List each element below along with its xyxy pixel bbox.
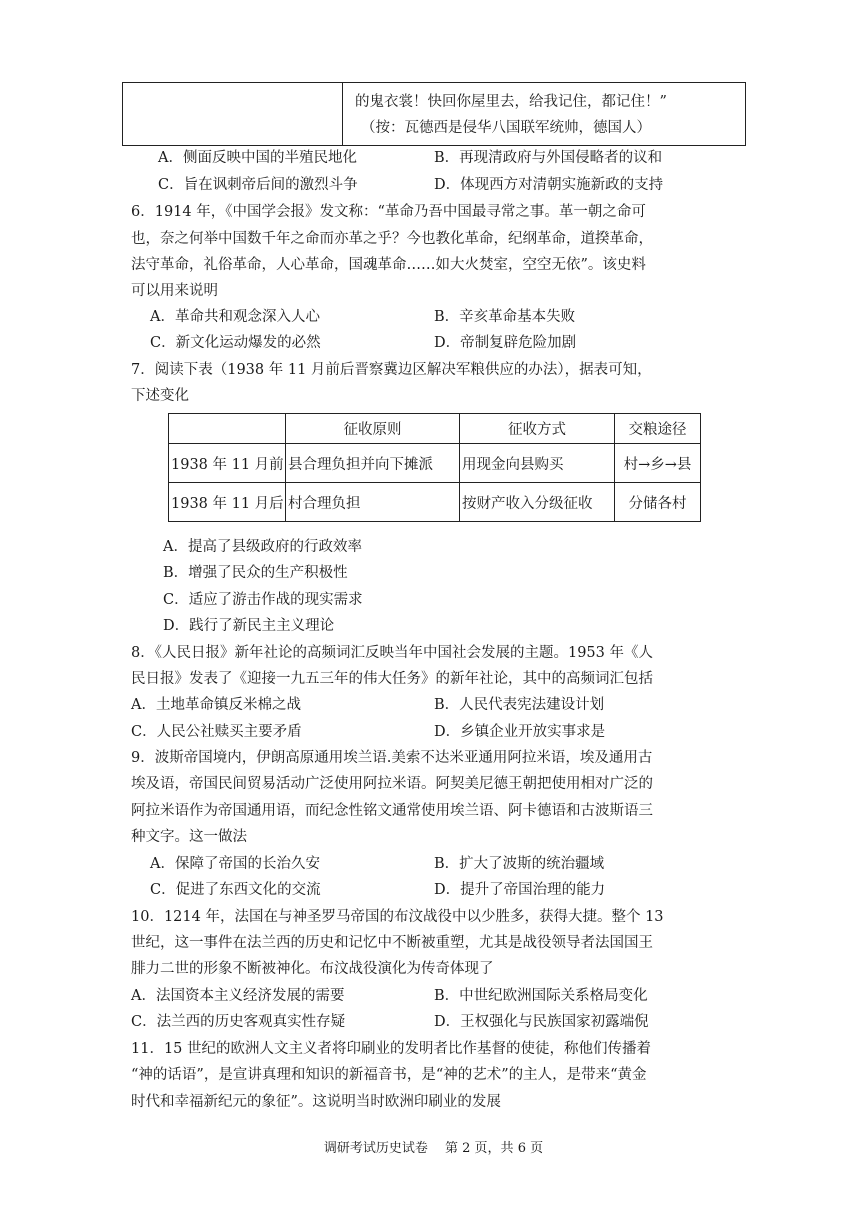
q8-option-b[interactable]: B．人民代表宪法建设计划 <box>434 697 605 713</box>
q7-option-c[interactable]: C．适应了游击作战的现实需求 <box>163 592 363 608</box>
q8-option-c[interactable]: C．人民公社赎买主要矛盾 <box>131 724 302 740</box>
q11-stem-line: “神的话语”，是宣讲真理和知识的新福音书，是“神的艺术”的主人，是带来“黄金 <box>131 1067 647 1083</box>
q5-option-a[interactable]: A．侧面反映中国的半殖民地化 <box>158 150 357 166</box>
continued-table <box>122 82 746 146</box>
table-cell: 村→乡→县 <box>615 444 701 483</box>
q9-stem-line: 埃及语，帝国民间贸易活动广泛使用阿拉米语。阿契美尼德王朝把使用相对广泛的 <box>131 776 653 792</box>
table-cell: 村合理负担 <box>286 483 460 522</box>
q10-stem-line: 腓力二世的形象不断被神化。布汶战役演化为传奇体现了 <box>131 961 494 977</box>
q10-option-a[interactable]: A．法国资本主义经济发展的需要 <box>131 988 345 1004</box>
q9-option-d[interactable]: D．提升了帝国治理的能力 <box>434 882 606 898</box>
q9-option-b[interactable]: B．扩大了波斯的统治疆域 <box>434 856 605 872</box>
q6-stem-line: 可以用来说明 <box>131 283 218 299</box>
table-row <box>169 444 701 483</box>
q10-option-c[interactable]: C．法兰西的历史客观真实性存疑 <box>131 1014 346 1030</box>
q11-stem-line: 11．15 世纪的欧洲人文主义者将印刷业的发明者比作基督的使徒，称他们传播着 <box>131 1041 652 1057</box>
q8-stem-line: 8．《人民日报》新年社论的高频词汇反映当年中国社会发展的主题。1953 年《人 <box>131 645 653 661</box>
q8-option-d[interactable]: D．乡镇企业开放实事求是 <box>434 724 606 740</box>
table-header-cell: 征收方式 <box>460 414 615 444</box>
q6-option-a[interactable]: A．革命共和观念深入人心 <box>150 309 320 325</box>
table-cell: 1938 年 11 月前 <box>169 444 286 483</box>
q7-stem-line: 7．阅读下表（1938 年 11 月前后晋察冀边区解决军粮供应的办法），据表可知， <box>131 362 652 378</box>
page-footer: 调研考试历史试卷 第 2 页，共 6 页 <box>323 1141 544 1156</box>
table-header-row <box>169 414 701 444</box>
q8-option-a[interactable]: A．土地革命镇反米棉之战 <box>131 697 301 713</box>
q6-stem-line: 6．1914 年，《中国学会报》发文称：“革命乃吾中国最寻常之事。革一朝之命可 <box>131 204 646 220</box>
table-header-cell: 征收原则 <box>286 414 460 444</box>
q10-stem-line: 世纪，这一事件在法兰西的历史和记忆中不断被重塑，尤其是战役领导者法国国王 <box>131 935 653 951</box>
q7-stem-line: 下述变化 <box>131 388 189 404</box>
q7-option-d[interactable]: D．践行了新民主主义理论 <box>163 618 335 634</box>
table-header-cell <box>169 414 286 444</box>
table-row <box>169 483 701 522</box>
q6-stem-line: 也，奈之何举中国数千年之命而亦革之乎？今也教化革命，纪纲革命，道揆革命， <box>131 231 653 247</box>
q5-option-d[interactable]: D．体现西方对清朝实施新政的支持 <box>434 177 664 193</box>
table-cell: 用现金向县购买 <box>460 444 615 483</box>
table-header-cell: 交粮途径 <box>615 414 701 444</box>
q11-stem-line: 时代和幸福新纪元的象征”。这说明当时欧洲印刷业的发展 <box>131 1094 501 1110</box>
q6-option-d[interactable]: D．帝制复辟危险加剧 <box>434 335 577 351</box>
q7-option-a[interactable]: A．提高了县级政府的行政效率 <box>163 539 362 555</box>
q9-stem-line: 阿拉米语作为帝国通用语，而纪念性铭文通常使用埃兰语、阿卡德语和古波斯语三 <box>131 803 653 819</box>
q10-stem-line: 10．1214 年，法国在与神圣罗马帝国的布汶战役中以少胜多，获得大捷。整个 13 <box>131 909 664 925</box>
q5-option-b[interactable]: B．再现清政府与外国侵略者的议和 <box>434 150 663 166</box>
table-note-line: （按：瓦德西是侵华八国联军统帅，德国人） <box>361 120 651 136</box>
q8-stem-line: 民日报》发表了《迎接一九五三年的伟大任务》的新年社论，其中的高频词汇包括 <box>131 671 653 687</box>
q7-grain-table <box>168 413 701 522</box>
table-cell: 县合理负担并向下摊派 <box>286 444 460 483</box>
q6-option-c[interactable]: C．新文化运动爆发的必然 <box>150 335 321 351</box>
q9-option-a[interactable]: A．保障了帝国的长治久安 <box>150 856 320 872</box>
q9-stem-line: 9．波斯帝国境内，伊朗高原通用埃兰语.美索不达米亚通用阿拉米语，埃及通用古 <box>131 750 653 766</box>
q9-stem-line: 种文字。这一做法 <box>131 829 247 845</box>
q10-option-b[interactable]: B．中世纪欧洲国际关系格局变化 <box>434 988 648 1004</box>
q6-option-b[interactable]: B．辛亥革命基本失败 <box>434 309 576 325</box>
q10-option-d[interactable]: D．王权强化与民族国家初露端倪 <box>434 1014 649 1030</box>
table-cell: 分储各村 <box>615 483 701 522</box>
table-cell: 按财产收入分级征收 <box>460 483 615 522</box>
q9-option-c[interactable]: C．促进了东西文化的交流 <box>150 882 321 898</box>
table-divider <box>342 83 343 145</box>
q6-stem-line: 法守革命，礼俗革命，人心革命，国魂革命……如大火焚室，空空无依”。该史料 <box>131 257 646 273</box>
table-cell: 1938 年 11 月后 <box>169 483 286 522</box>
table-text-line: 的鬼衣裳！快回你屋里去，给我记住，都记住！” <box>355 94 667 110</box>
q5-option-c[interactable]: C．旨在讽刺帝后间的激烈斗争 <box>158 177 358 193</box>
q7-option-b[interactable]: B．增强了民众的生产积极性 <box>163 565 348 581</box>
